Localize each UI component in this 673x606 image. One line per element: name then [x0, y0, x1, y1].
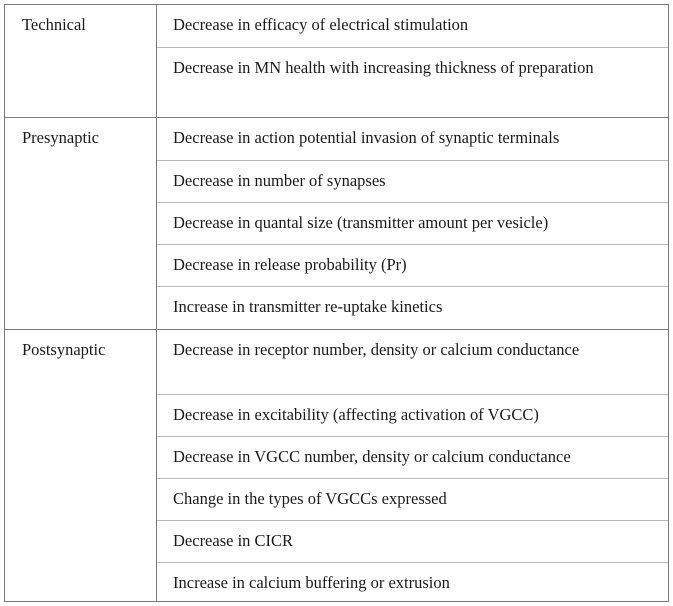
table-row: Change in the types of VGCCs expressed: [157, 478, 668, 520]
group-label: Postsynaptic: [5, 330, 157, 602]
mechanisms-table: [4, 4, 669, 602]
table-row: Decrease in CICR: [157, 520, 668, 562]
group-rows: [157, 118, 668, 330]
table-row: Increase in calcium buffering or extrusion: [157, 562, 668, 602]
table-row: Decrease in VGCC number, density or calcium conductance: [157, 436, 668, 478]
table-row: Decrease in action potential invasion of synaptic terminals: [173, 128, 560, 147]
group-postsynaptic: [5, 329, 668, 602]
group-presynaptic: [5, 117, 668, 330]
group-rows: [157, 5, 668, 117]
group-label: Technical: [5, 5, 157, 117]
table-row: Decrease in release probability (Pr): [157, 244, 668, 286]
table-row: Decrease in MN health with increasing thickness of preparation: [157, 47, 668, 117]
table-row: Decrease in quantal size (transmitter amount per vesicle): [157, 202, 668, 244]
table-row: Decrease in receptor number, density or calcium conductance: [173, 340, 580, 359]
table-row: Decrease in efficacy of electrical stimulation: [173, 15, 469, 34]
group-label: Presynaptic: [5, 118, 157, 330]
table-row: Decrease in excitability (affecting activation of VGCC): [157, 394, 668, 436]
group-rows: [157, 330, 668, 602]
table-row: Decrease in number of synapses: [157, 160, 668, 202]
group-technical: [5, 5, 668, 117]
table-row: Increase in transmitter re-uptake kinetics: [157, 286, 668, 330]
